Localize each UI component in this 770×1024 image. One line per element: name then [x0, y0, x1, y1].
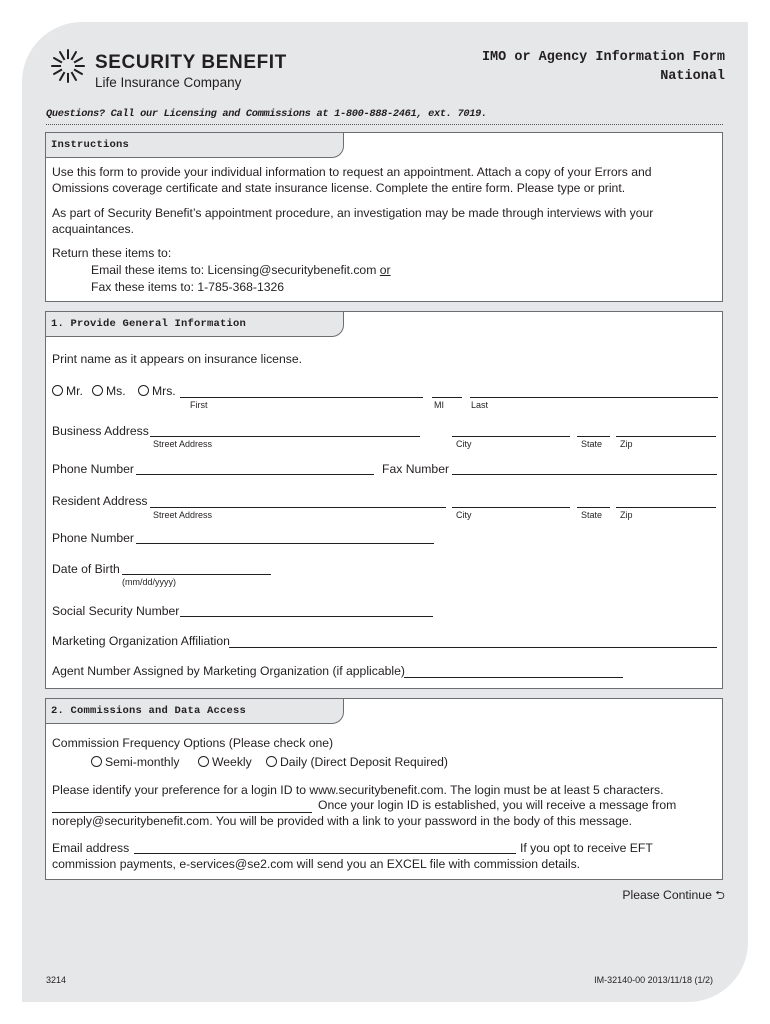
last-name-field[interactable]	[470, 397, 718, 398]
mo-affiliation-label: Marketing Organization Affiliation	[52, 634, 230, 648]
email-instruction	[91, 263, 391, 277]
radio-circle-icon	[92, 385, 103, 396]
instructions-p1-line2: Omissions coverage certificate and state insurance license. Complete the entire form. Please type or print.	[52, 181, 626, 195]
mrs-label: Mrs.	[152, 384, 176, 398]
mo-affiliation-field[interactable]	[229, 647, 717, 648]
or-text: or	[379, 263, 391, 277]
login-instruction-line2: Once your login ID is established, you will receive a message from	[318, 798, 677, 812]
form-title	[482, 48, 725, 86]
email-address-label: Email address	[52, 841, 130, 855]
city-caption: City	[456, 510, 472, 520]
ms-radio[interactable]	[92, 384, 126, 398]
resident-phone-field[interactable]	[136, 543, 434, 544]
daily-label: Daily (Direct Deposit Required)	[280, 755, 448, 769]
business-city-field[interactable]	[452, 436, 570, 437]
print-name-instruction: Print name as it appears on insurance license.	[52, 352, 302, 366]
login-instruction-line1: Please identify your preference for a login ID to www.securitybenefit.com. The login must be at least 5 characters.	[52, 783, 664, 797]
resident-address-label: Resident Address	[52, 494, 148, 508]
last-caption: Last	[471, 400, 489, 410]
email-instruction-text: Email these items to: Licensing@securitybenefit.com	[91, 263, 377, 277]
frequency-label: Commission Frequency Options (Please check one)	[52, 736, 334, 750]
daily-radio[interactable]	[266, 755, 448, 769]
instructions-box	[45, 132, 723, 302]
business-street-field[interactable]	[150, 436, 420, 437]
login-id-field[interactable]	[52, 812, 312, 813]
mi-caption: MI	[434, 400, 444, 410]
first-caption: First	[190, 400, 208, 410]
business-state-field[interactable]	[577, 436, 610, 437]
semi-monthly-radio[interactable]	[91, 755, 180, 769]
security-benefit-logo-icon	[46, 44, 90, 88]
resident-zip-field[interactable]	[616, 507, 716, 508]
form-code: IM-32140-00 2013/11/18 (1/2)	[594, 975, 713, 985]
email-address-field[interactable]	[134, 853, 516, 854]
brand-name: SECURITY BENEFIT	[95, 52, 287, 73]
mrs-radio[interactable]	[138, 384, 176, 398]
street-caption: Street Address	[153, 439, 213, 449]
mr-label: Mr.	[66, 384, 83, 398]
phone-number-label: Phone Number	[52, 462, 134, 476]
radio-circle-icon	[138, 385, 149, 396]
mr-radio[interactable]	[52, 384, 83, 398]
section1-heading: 1. Provide General Information	[46, 312, 344, 337]
radio-circle-icon	[52, 385, 63, 396]
ms-label: Ms.	[106, 384, 126, 398]
fax-instruction: Fax these items to: 1-785-368-1326	[91, 280, 285, 294]
resident-city-field[interactable]	[452, 507, 570, 508]
questions-contact: Questions? Call our Licensing and Commissions at 1-800-888-2461, ext. 7019.	[46, 108, 487, 120]
return-items-label: Return these items to:	[52, 246, 172, 260]
phone-number-label-2: Phone Number	[52, 531, 134, 545]
agent-number-field[interactable]	[404, 677, 623, 678]
instructions-p2-line2: acquaintances.	[52, 222, 134, 236]
continue-arrow-icon: ⮌	[715, 888, 725, 902]
section2-heading: 2. Commissions and Data Access	[46, 699, 344, 724]
login-instruction-line3: noreply@securitybenefit.com. You will be provided with a link to your password in the body of this message.	[52, 814, 633, 828]
radio-circle-icon	[198, 756, 209, 767]
resident-street-field[interactable]	[150, 507, 446, 508]
resident-state-field[interactable]	[577, 507, 610, 508]
radio-circle-icon	[266, 756, 277, 767]
zip-caption: Zip	[620, 439, 633, 449]
zip-caption: Zip	[620, 510, 633, 520]
please-continue-text: Please Continue	[622, 888, 712, 902]
ssn-label: Social Security Number	[52, 604, 180, 618]
city-caption: City	[456, 439, 472, 449]
date-of-birth-field[interactable]	[122, 574, 271, 575]
weekly-radio[interactable]	[198, 755, 252, 769]
semi-monthly-label: Semi-monthly	[105, 755, 180, 769]
instructions-p2-line1: As part of Security Benefit’s appointment procedure, an investigation may be made through interviews with your	[52, 206, 654, 220]
form-number: 3214	[46, 975, 67, 985]
agent-number-label: Agent Number Assigned by Marketing Organization (if applicable)	[52, 664, 405, 678]
form-title-line1: IMO or Agency Information Form	[481, 50, 725, 65]
please-continue	[622, 886, 725, 907]
radio-circle-icon	[91, 756, 102, 767]
ssn-field[interactable]	[180, 616, 433, 617]
weekly-label: Weekly	[212, 755, 252, 769]
fax-number-field[interactable]	[452, 474, 717, 475]
eft-line1: If you opt to receive EFT	[520, 841, 653, 855]
dob-format-caption: (mm/dd/yyyy)	[122, 577, 176, 587]
general-information-box	[45, 311, 723, 689]
date-of-birth-label: Date of Birth	[52, 562, 120, 576]
business-zip-field[interactable]	[616, 436, 716, 437]
business-address-label: Business Address	[52, 424, 149, 438]
state-caption: State	[581, 439, 603, 449]
instructions-p1-line1: Use this form to provide your individual information to request an appointment. Attach a copy of your Errors and	[52, 165, 652, 179]
instructions-heading: Instructions	[46, 133, 344, 158]
fax-number-label: Fax Number	[382, 462, 450, 476]
brand-subtitle: Life Insurance Company	[95, 75, 242, 90]
eft-line2: commission payments, e-services@se2.com will send you an EXCEL file with commission details.	[52, 857, 581, 871]
middle-initial-field[interactable]	[432, 397, 462, 398]
commissions-box	[45, 698, 723, 880]
first-name-field[interactable]	[180, 397, 423, 398]
form-title-line2: National	[660, 69, 725, 84]
state-caption: State	[581, 510, 603, 520]
phone-number-field[interactable]	[136, 474, 374, 475]
street-caption: Street Address	[153, 510, 213, 520]
header-divider	[46, 124, 723, 125]
